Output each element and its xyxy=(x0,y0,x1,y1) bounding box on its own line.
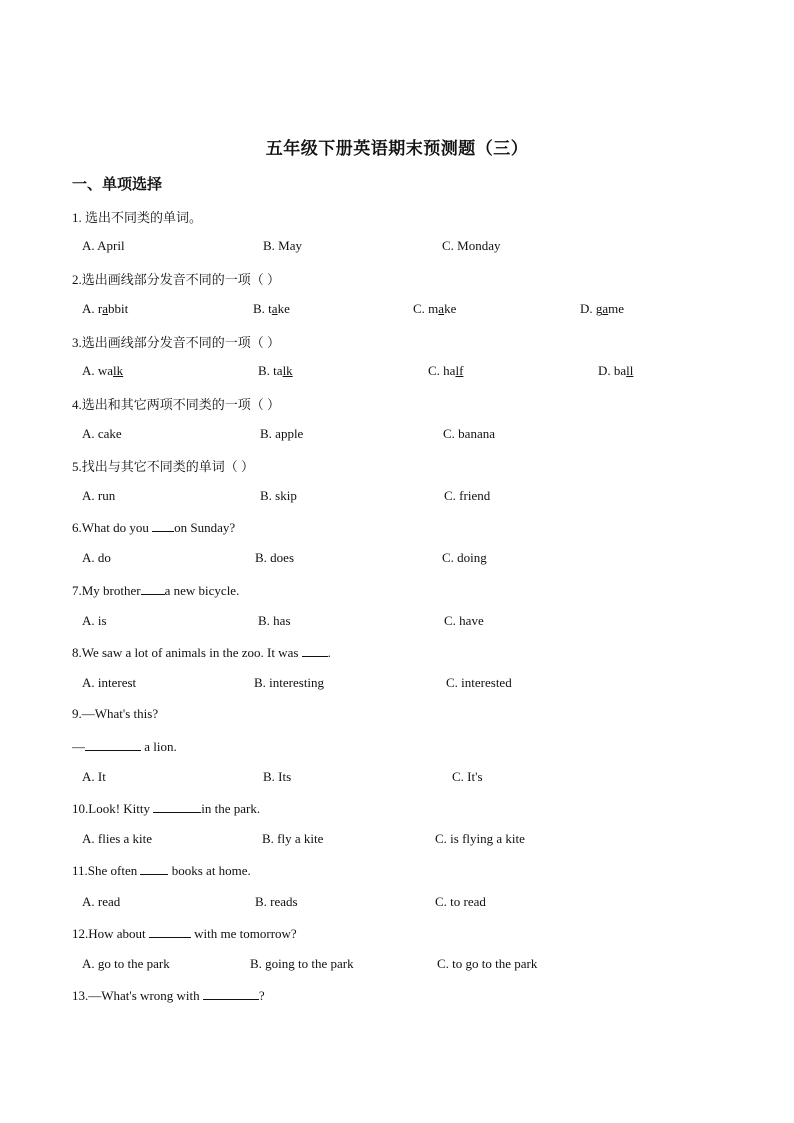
q2-option-b[interactable] xyxy=(253,301,290,317)
option-text: D. g xyxy=(580,301,603,316)
question-text: a new bicycle. xyxy=(164,583,240,598)
answer-blank[interactable] xyxy=(85,738,141,751)
option-text: ke xyxy=(444,301,457,316)
question-text: — xyxy=(72,739,85,754)
question-5: 5.找出与其它不同类的单词（ ） xyxy=(72,459,255,474)
answer-blank[interactable] xyxy=(149,925,191,938)
question-4: 4.选出和其它两项不同类的一项（ ） xyxy=(72,397,281,412)
underlined-letters: a xyxy=(271,301,278,316)
question-text: ? xyxy=(258,988,265,1003)
question-text: in the park. xyxy=(201,801,261,816)
q1-option-b[interactable]: B. May xyxy=(263,238,302,253)
q6-option-b[interactable]: B. does xyxy=(255,550,294,565)
q10-option-b[interactable]: B. fly a kite xyxy=(262,831,324,846)
q2-option-c[interactable] xyxy=(413,301,456,317)
question-11 xyxy=(72,862,251,879)
question-text: 13.—What's wrong with xyxy=(72,988,203,1003)
question-7 xyxy=(72,582,239,599)
q8-option-a[interactable]: A. interest xyxy=(82,675,137,690)
answer-blank[interactable] xyxy=(152,519,174,532)
q1-option-a[interactable]: A. April xyxy=(82,238,125,253)
option-text: me xyxy=(608,301,625,316)
q8-option-c[interactable]: C. interested xyxy=(446,675,512,690)
q9-option-a[interactable]: A. It xyxy=(82,769,106,784)
option-text: C. m xyxy=(413,301,439,316)
option-text: B. ta xyxy=(258,363,283,378)
answer-blank[interactable] xyxy=(141,582,165,595)
q12-option-c[interactable]: C. to go to the park xyxy=(437,956,538,971)
question-9: 9.—What's this? xyxy=(72,706,159,721)
underlined-letters: ll xyxy=(626,363,634,378)
answer-blank[interactable] xyxy=(203,987,259,1000)
q11-option-a[interactable]: A. read xyxy=(82,894,121,909)
q11-option-c[interactable]: C. to read xyxy=(435,894,486,909)
question-text: . xyxy=(327,645,331,660)
question-10 xyxy=(72,800,260,817)
q5-option-a[interactable]: A. run xyxy=(82,488,116,503)
option-text: D. ba xyxy=(598,363,627,378)
answer-blank[interactable] xyxy=(153,800,201,813)
underlined-letters: a xyxy=(102,301,108,316)
underlined-letters: lf xyxy=(455,363,464,378)
page-title: 五年级下册英语期末预测题（三） xyxy=(265,139,529,158)
question-3: 3.选出画线部分发音不同的一项（ ） xyxy=(72,335,281,350)
question-1: 1. 选出不同类的单词。 xyxy=(72,210,203,225)
q7-option-b[interactable]: B. has xyxy=(258,613,291,628)
q7-option-a[interactable]: A. is xyxy=(82,613,107,628)
question-text: 8.We saw a lot of animals in the zoo. It was xyxy=(72,645,302,660)
option-text: A. r xyxy=(82,301,103,316)
question-2: 2.选出画线部分发音不同的一项（ ） xyxy=(72,272,281,287)
q12-option-b[interactable]: B. going to the park xyxy=(250,956,354,971)
question-6 xyxy=(72,519,235,536)
q1-option-c[interactable]: C. Monday xyxy=(442,238,501,253)
underlined-letters: a xyxy=(602,301,609,316)
q2-option-a[interactable] xyxy=(82,301,128,317)
q10-option-a[interactable]: A. flies a kite xyxy=(82,831,153,846)
q4-option-c[interactable]: C. banana xyxy=(443,426,495,441)
underlined-letters: a xyxy=(438,301,445,316)
q9-option-b[interactable]: B. Its xyxy=(263,769,292,784)
question-text: 11.She often xyxy=(72,863,141,878)
q8-option-b[interactable]: B. interesting xyxy=(254,675,325,690)
q9-option-c[interactable]: C. It's xyxy=(452,769,483,784)
underlined-letters: lk xyxy=(282,363,293,378)
answer-blank[interactable] xyxy=(302,644,328,657)
question-text: 10.Look! Kitty xyxy=(72,801,154,816)
q6-option-c[interactable]: C. doing xyxy=(442,550,487,565)
q12-option-a[interactable]: A. go to the park xyxy=(82,956,170,971)
q7-option-c[interactable]: C. have xyxy=(444,613,484,628)
option-text: C. ha xyxy=(428,363,456,378)
q3-option-b[interactable] xyxy=(258,363,293,379)
question-8 xyxy=(72,644,331,661)
question-13 xyxy=(72,987,265,1004)
q4-option-b[interactable]: B. apple xyxy=(260,426,304,441)
q5-option-b[interactable]: B. skip xyxy=(260,488,297,503)
question-text: 6.What do you xyxy=(72,520,153,535)
answer-blank[interactable] xyxy=(140,862,168,875)
q6-option-a[interactable]: A. do xyxy=(82,550,111,565)
q3-option-a[interactable] xyxy=(82,363,123,379)
question-12 xyxy=(72,925,297,942)
option-text: B. t xyxy=(253,301,272,316)
section-heading: 一、单项选择 xyxy=(72,177,163,193)
option-text: bbit xyxy=(108,301,129,316)
q3-option-c[interactable] xyxy=(428,363,463,379)
q4-option-a[interactable]: A. cake xyxy=(82,426,122,441)
option-text: ke xyxy=(277,301,290,316)
question-text: 12.How about xyxy=(72,926,149,941)
q2-option-d[interactable] xyxy=(580,301,624,317)
option-text: A. wa xyxy=(82,363,114,378)
q11-option-b[interactable]: B. reads xyxy=(255,894,298,909)
underlined-letters: lk xyxy=(113,363,124,378)
question-text: a lion. xyxy=(141,739,177,754)
q10-option-c[interactable]: C. is flying a kite xyxy=(435,831,525,846)
question-text: with me tomorrow? xyxy=(190,926,297,941)
question-text: books at home. xyxy=(168,863,251,878)
question-text: 7.My brother xyxy=(72,583,141,598)
question-text: on Sunday? xyxy=(174,520,236,535)
q5-option-c[interactable]: C. friend xyxy=(444,488,491,503)
question-9-line-2 xyxy=(72,738,177,755)
q3-option-d[interactable] xyxy=(598,363,633,379)
